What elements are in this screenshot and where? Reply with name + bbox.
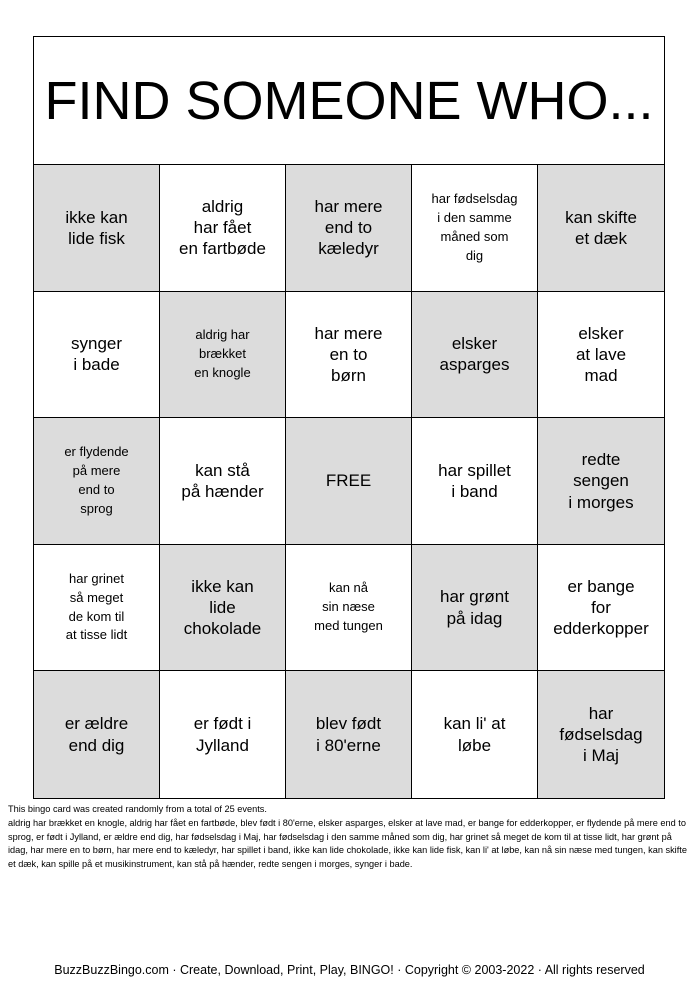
bingo-cell: kan stå på hænder bbox=[160, 418, 286, 545]
card-title: FIND SOMEONE WHO... bbox=[44, 70, 654, 131]
bingo-cell: er ældre end dig bbox=[34, 671, 160, 798]
bingo-cell: elsker at lave mad bbox=[538, 292, 664, 419]
bingo-cell: kan nå sin næse med tungen bbox=[286, 545, 412, 672]
bingo-cell: har fødselsdag i Maj bbox=[538, 671, 664, 798]
bingo-cell: synger i bade bbox=[34, 292, 160, 419]
bingo-cell: blev født i 80'erne bbox=[286, 671, 412, 798]
title-box bbox=[34, 37, 664, 165]
bingo-cell: er bange for edderkopper bbox=[538, 545, 664, 672]
bingo-cell: kan skifte et dæk bbox=[538, 165, 664, 292]
bingo-cell: aldrig har brækket en knogle bbox=[160, 292, 286, 419]
info-summary: This bingo card was created randomly from a total of 25 events. bbox=[8, 804, 267, 814]
site-footer: BuzzBuzzBingo.com · Create, Download, Print, Play, BINGO! · Copyright © 2003-2022 · All rights reserved bbox=[54, 963, 645, 977]
bingo-cell: har mere en to børn bbox=[286, 292, 412, 419]
bingo-cell: har grønt på idag bbox=[412, 545, 538, 672]
bingo-card bbox=[33, 36, 665, 799]
bingo-cell: har mere end to kæledyr bbox=[286, 165, 412, 292]
info-event-list: aldrig har brækket en knogle, aldrig har fået en fartbøde, blev født i 80'erne, elsker asparges, elsker at lave mad, er bange for edderkopper, er flydende på mere end to sprog, er født i Jylland, er ældre end dig, har fødselsdag i Maj, har fødselsdag i den samme måned som dig, har grinet så meget de kom til at tisse lidt, har grønt på idag, har mere en to børn, har mere end to kæledyr, har spillet i band, ikke kan lide chokolade, ikke kan lide fisk, kan li' at løbe, kan nå sin næse med tungen, kan skifte et dæk, kan spille på et musikinstrument, kan stå på hænder, redte sengen i morges, synger i bade. bbox=[8, 817, 687, 870]
bingo-cell: ikke kan lide fisk bbox=[34, 165, 160, 292]
bingo-cell: har spillet i band bbox=[412, 418, 538, 545]
free-space-cell: FREE bbox=[286, 418, 412, 545]
bingo-cell: kan li' at løbe bbox=[412, 671, 538, 798]
bingo-grid bbox=[34, 165, 664, 798]
card-info bbox=[8, 803, 688, 872]
bingo-cell: aldrig har fået en fartbøde bbox=[160, 165, 286, 292]
bingo-cell: ikke kan lide chokolade bbox=[160, 545, 286, 672]
bingo-cell: er født i Jylland bbox=[160, 671, 286, 798]
bingo-cell: redte sengen i morges bbox=[538, 418, 664, 545]
bingo-cell: elsker asparges bbox=[412, 292, 538, 419]
bingo-cell: har fødselsdag i den samme måned som dig bbox=[412, 165, 538, 292]
bingo-cell: har grinet så meget de kom til at tisse lidt bbox=[34, 545, 160, 672]
bingo-cell: er flydende på mere end to sprog bbox=[34, 418, 160, 545]
